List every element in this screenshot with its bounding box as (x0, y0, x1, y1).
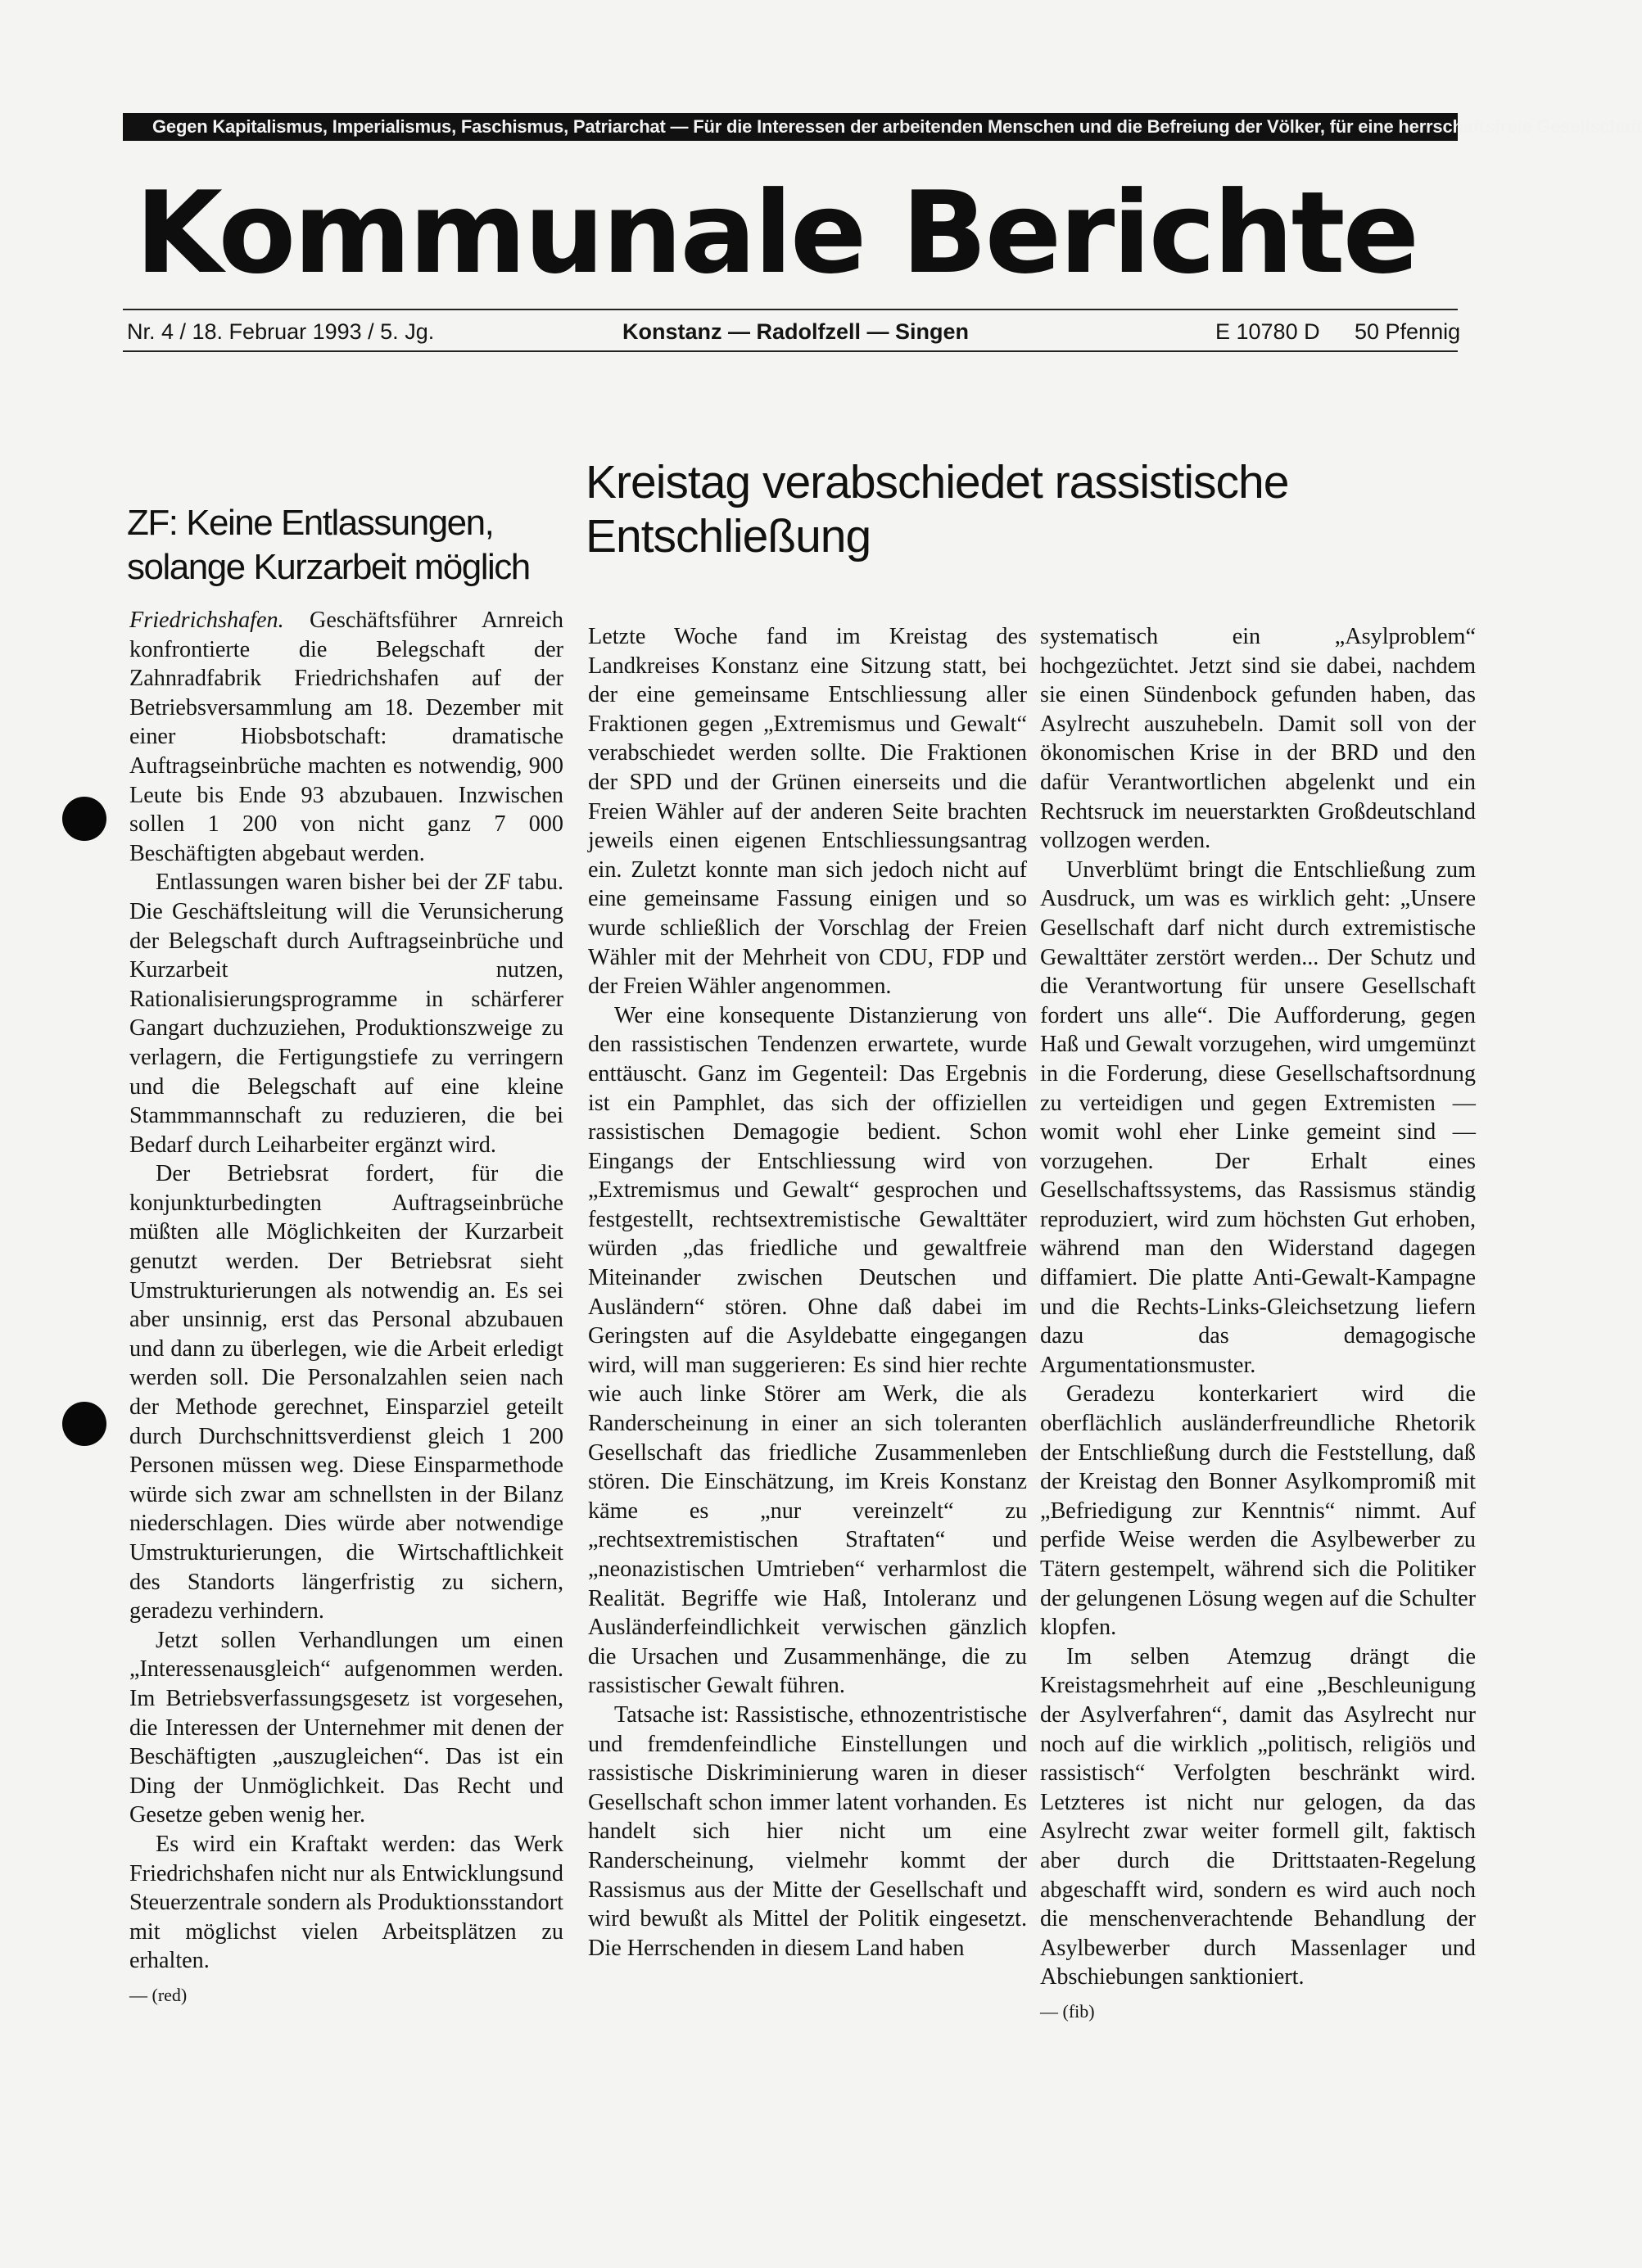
kreistag-article-column-1 (588, 622, 1027, 1963)
article-paragraph: Tatsache ist: Rassistische, ethnozentristische und fremdenfeindliche Einstellungen und rassistische Diskriminierung waren in dieser Gesellschaft schon immer latent vorhanden. Es handelt sich hier nicht um eine Randerscheinung, vielmehr kommt der Rassismus aus der Mitte der Gesellschaft und wird bewußt als Mittel der Politik eingesetzt. Die Herrschenden in diesem Land haben (588, 1701, 1027, 1961)
issue-locations: Konstanz — Radolfzell — Singen (622, 319, 970, 344)
paragraph-text: Geschäftsführer Arnreich konfrontierte die Belegschaft der Zahnradfabrik Friedrichshafen auf der Betriebsversammlung am 18. Dezember mit einer Hiobsbotschaft: dramatische Auftragseinbrüche machten es notwendig, 900 Leute bis Ende 93 abzubauen. Inzwischen sollen 1 200 von nicht ganz 7 000 Beschäftigten abgebaut werden. (129, 608, 563, 866)
slogan-banner: Gegen Kapitalismus, Imperialismus, Faschismus, Patriarchat — Für die Interessen der arbeitenden Menschen und die Befreiung der Völker, für eine herrschaftsfreie Gesellschaft (123, 113, 1458, 141)
article-paragraph: Unverblümt bringt die Entschließung zum Ausdruck, um was es wirklich geht: „Unsere Gesellschaft darf nicht durch extremistische Gewalttäter zerstört werden... Der Schutz und die Verantwortung für unsere Gesellschaft fordert uns alle“. Die Aufforderung, gegen Haß und Gewalt vorzugehen, wird umgemünzt in die Forderung, diese Gesellschaftsordnung zu verteidigen und gegen Extremisten — womit wohl eher Linke gemeint sind — vorzugehen. Der Erhalt eines Gesellschaftssystems, das Rassismus ständig reproduziert, wird zum höchsten Gut erhoben, während man den Widerstand dagegen diffamiert. Die platte Anti-Gewalt-Kampagne und die Rechts-Links-Gleichsetzung liefern dazu das demagogische Argumentationsmuster. (1040, 856, 1476, 1378)
kreistag-headline: Kreistag verabschiedet rassistische Entschließung (586, 456, 1289, 562)
article-paragraph: Entlassungen waren bisher bei der ZF tabu. Die Geschäftsleitung will die Verunsicherung der Belegschaft durch Auftragseinbrüche und Kurzarbeit nutzen, Rationalisierungsprogramme in schärferer Gangart duchzuziehen, Produktionszweige zu verlagern, die Fertigungstiefe zu verringern und die Belegschaft auf eine kleine Stammmannschaft zu reduzieren, die bei Bedarf durch Leiharbeiter ergänzt wird. (129, 870, 563, 1158)
postal-code: E 10780 D (1215, 319, 1320, 344)
article-signature: — (fib) (1040, 2000, 1095, 2022)
kreistag-article-column-2 (1040, 622, 1476, 2026)
masthead-rule-top (123, 309, 1458, 310)
article-paragraph (129, 606, 563, 868)
masthead-rule-bottom (123, 350, 1458, 352)
article-paragraph: Geradezu konterkariert wird die oberflächlich ausländerfreundliche Rhetorik der Entschließung durch die Feststellung, daß der Kreistag den Bonner Asylkompromiß mit „Befriedigung zur Kenntnis“ nimmt. Auf perfide Weise werden die Asylbewerber zu Tätern gestempelt, während sich die Politiker der gelungenen Lösung wegen auf die Schulter klopfen. (1040, 1381, 1476, 1641)
article-dateline: Friedrichshafen. (129, 608, 284, 633)
zf-headline: ZF: Keine Entlassungen, solange Kurzarbeit möglich (127, 503, 530, 587)
article-paragraph: Letzte Woche fand im Kreistag des Landkreises Konstanz eine Sitzung statt, bei der eine gemeinsame Entschliessung aller Fraktionen gegen „Extremismus und Gewalt“ verabschiedet werden sollte. Die Fraktionen der SPD und der Grünen einerseits und die Freien Wähler auf der anderen Seite brachten jeweils einen eigenen Entschliessungsantrag ein. Zuletzt konnte man sich jedoch nicht auf eine gemeinsame Fassung einigen und so wurde schließlich der Vorschlag der Freien Wähler mit der Mehrheit von CDU, FDP und der Freien Wähler angenommen. (588, 624, 1027, 1000)
punch-hole-lower (62, 1402, 106, 1446)
article-signature: — (red) (129, 1984, 188, 2005)
article-paragraph: Jetzt sollen Verhandlungen um einen „Interessenausgleich“ aufgenommen werden. Im Betriebsverfassungsgesetz ist vorgesehen, die Interessen der Unternehmer mit denen der Beschäftigten „auszugleichen“. Das ist ein Ding der Unmöglichkeit. Das Recht und Gesetze geben wenig her. (129, 1627, 563, 1828)
article-paragraph: Der Betriebsrat fordert, für die konjunkturbedingten Auftragseinbrüche müßten alle Möglichkeiten der Kurzarbeit genutzt werden. Der Betriebsrat sieht Umstrukturierungen als notwendig an. Es sei aber unsinnig, erst das Personal abzubauen und dann zu überlegen, wie die Arbeit erledigt werden soll. Die Personalzahlen seien nach der Methode gerechnet, Einsparziel geteilt durch Durchschnittsverdienst gleich 1 200 Personen müssen weg. Diese Einsparmethode würde sich zwar am schnellsten in der Bilanz niederschlagen. Dies würde aber notwendige Umstrukturierungen, die Wirtschaftlichkeit des Standorts längerfristig zu sichern, geradezu verhindern. (129, 1161, 563, 1624)
article-paragraph: systematisch ein „Asylproblem“ hochgezüchtet. Jetzt sind sie dabei, nachdem sie einen Sündenbock gefunden haben, das Asylrecht auszuhebeln. Damit soll von der ökonomischen Krise in der BRD und den dafür Verantwortlichen abgelenkt und ein Rechtsruck im neuerstarkten Großdeutschland vollzogen werden. (1040, 624, 1476, 854)
zf-article-column (129, 606, 563, 2010)
article-paragraph: Wer eine konsequente Distanzierung von den rassistischen Tendenzen erwartete, wurde enttäuscht. Ganz im Gegenteil: Das Ergebnis ist ein Pamphlet, das sich der offiziellen rassistischen Demagogie bedient. Schon Eingangs der Entschliessung wird von „Extremismus und Gewalt“ gesprochen und festgestellt, rechtsextremistische Gewalttäter würden „das friedliche und gewaltfreie Miteinander zwischen Deutschen und Ausländern“ stören. Ohne daß dabei im Geringsten auf die Asyldebatte eingegangen wird, will man suggerieren: Es sind hier rechte wie auch linke Störer am Werk, die als Randerscheinung in einer an sich toleranten Gesellschaft das friedliche Zusammenleben stören. Die Einschätzung, im Kreis Konstanz käme es „nur vereinzelt“ zu „rechtsextremistischen Straftaten“ und „neonazistischen Umtrieben“ verharmlost die Realität. Begriffe wie Haß, Intoleranz und Ausländerfeindlichkeit verwischen gänzlich die Ursachen und Zusammenhänge, die zu rassistischer Gewalt führen. (588, 1002, 1027, 1699)
punch-hole-upper (62, 797, 106, 841)
article-paragraph: Im selben Atemzug drängt die Kreistagsmehrheit auf eine „Beschleunigung der Asylverfahren“, damit das Asylrecht nur noch auf die wirklich „politisch, religiös und rassistisch“ Verfolgten beschränkt wird. Letzteres ist nicht nur gelogen, da das Asylrecht zwar weiter formell gilt, faktisch aber durch die Drittstaaten-Regelung abgeschafft wird, sondern es wird auch noch die menschenverachtende Behandlung der Asylbewerber durch Massenlager und Abschiebungen sanktioniert. (1040, 1643, 1476, 1990)
issue-price: 50 Pfennig (1355, 319, 1461, 344)
masthead-title: Kommunale Berichte (135, 167, 1418, 299)
article-paragraph: Es wird ein Kraftakt werden: das Werk Friedrichshafen nicht nur als Entwicklungsund Steuerzentrale sondern als Produktionsstandort mit möglichst vielen Arbeitsplätzen zu erhalten. (129, 1831, 563, 1974)
issue-info: Nr. 4 / 18. Februar 1993 / 5. Jg. (127, 319, 435, 344)
